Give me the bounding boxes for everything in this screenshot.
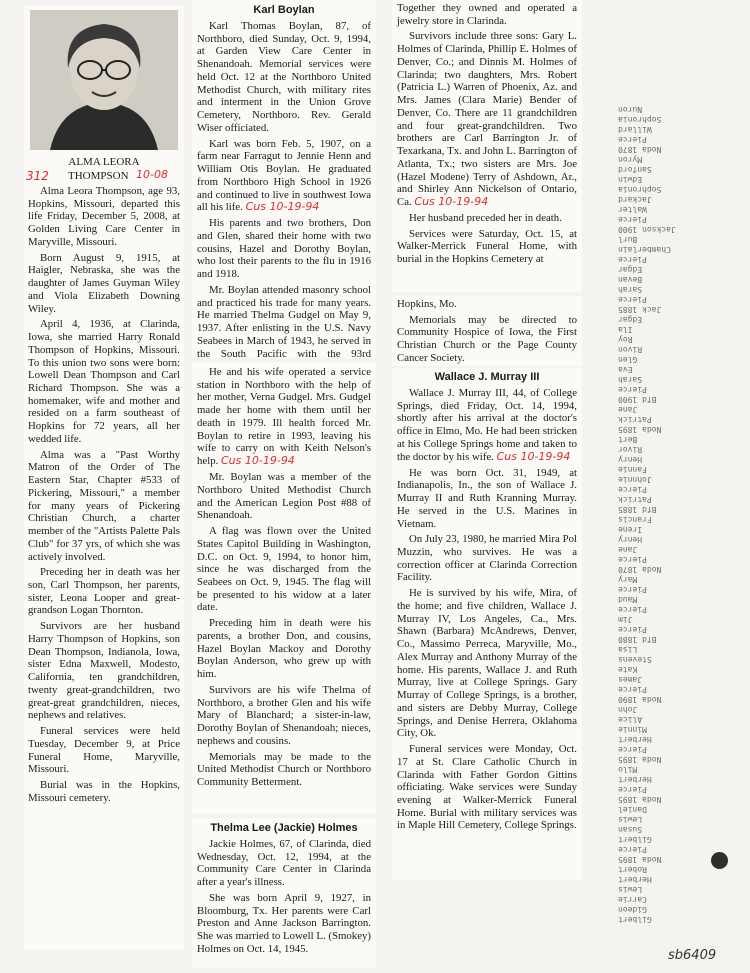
list-item: Jane xyxy=(618,405,638,414)
list-item: Edwin xyxy=(618,175,643,184)
paragraph-text: Survivors include three sons: Gary L. Holmes of Clarinda, Phillip E. Holmes of Denver, Co.; and Dinnis M. Holmes of Clarinda; two daughters, Mrs. Robert (Patricia L.) Warren of Phoenix, Az. and Mrs. James (Clara Marie) Bender of Denver, Co. There are 11 grandchildren and four great-grandchildren. Two brothers are Carl Barrington Jr. of Texarkana, Tx. and John L. Barrington of Atlanta, Tx.; two sisters are Mrs. Joe (Hazel Modene) Terry of Ashdown, Ar., and Shirley Ann Nickelson of Ontario, Ca. xyxy=(397,30,577,209)
list-item: Pierce xyxy=(618,385,647,394)
list-item: Bevan xyxy=(618,275,643,284)
list-item: Alice xyxy=(618,715,643,724)
list-item: Myron xyxy=(618,155,643,164)
list-item: Rivon xyxy=(618,345,643,354)
paragraph: Alma was a "Past Worthy Matron of the Order of The Eastern Star, Chapter #533 of Pickering, Missouri," a member for many years of Pickering Christian Church, a charter member of the "Artists Palette Pals Club" for 37 yrs, of which she was actively involved. xyxy=(28,448,180,563)
list-item: Mary xyxy=(618,575,638,584)
list-item: Herbert xyxy=(618,875,652,884)
list-item: Pierce xyxy=(618,135,647,144)
paragraph: Mr. Boylan attended masonry school and practiced his trade for many years. He married Thelma Gudgel on May 9, 1937. After enlisting in the U.S. Navy Seabees in March of 1943, he served in the South Pacific with the 93rd xyxy=(197,283,371,358)
annotation-date: 10-08 xyxy=(136,167,168,181)
list-item: Pierce xyxy=(618,485,647,494)
list-item: Daniel xyxy=(618,805,647,814)
list-item: Noda 1895 xyxy=(618,425,662,434)
paragraph-text: He and his wife operated a service station in Northboro with the help of her mother, Verna Gudgel. Mrs. Gudgel made her home with them until her death in 1979. Ill health forced Mr. Boylan to retire in 1993, leaving his wife to carry on with Keith Nelson's help. xyxy=(197,366,371,468)
clipping-thelma-holmes xyxy=(192,818,376,968)
list-item: Eva xyxy=(618,365,633,374)
list-item: Milo xyxy=(618,765,638,774)
paragraph: Survivors are her husband Harry Thompson of Hopkins, son Dean Thompson, Indianola, Iowa, sister Edna Maxwell, Modesto, California, ten grandchildren, twenty great-grandchildren, two great-great grandchildren, nieces, nephews and relatives. xyxy=(28,620,180,722)
list-item: Burl xyxy=(618,235,638,244)
list-item: Susan xyxy=(618,825,643,834)
paragraph: He is survived by his wife, Mira, of the home; and five children, Wallace J. Murray IV, Los Angeles, Ca., Mrs. Shawn (Barbara) McAndrews, Denver, Co., Massimo Perreca, Maryville, Mo., Alex Murray and Anthony Murray of the home. His parents, Wallace J. and Ruth Murray, live at College Springs. Gary Murray of College Springs, is a brother, and sisters are Debby Murray, College Springs, and Denise Herrera, Oklahoma City, Ok. xyxy=(397,587,577,740)
list-item: Rivor xyxy=(618,445,643,454)
list-item: Pierce xyxy=(618,605,647,614)
list-item: Sophronia xyxy=(618,185,662,194)
list-item: Henry xyxy=(618,535,643,544)
portrait-image xyxy=(30,10,178,150)
clipping-wallace-murray xyxy=(392,368,582,880)
handwritten-annotation: Cus 10-19-94 xyxy=(221,454,295,468)
list-item: Maud xyxy=(618,595,638,604)
paragraph xyxy=(197,138,371,215)
list-item: Noda 1895 xyxy=(618,795,662,804)
list-item: Pierce xyxy=(618,685,647,694)
annotation-number: 312 xyxy=(26,168,49,183)
list-item: Bfd 1900 xyxy=(618,395,657,404)
paragraph: Funeral services were Monday, Oct. 17 at St. Clare Catholic Church in Clarinda with Father Gordon Gittins officiating. Wake services were Sunday evening at Walker-Merrick Funeral Home. Burial with military services was in Maple Hill Cemetery, College Springs. xyxy=(397,743,577,832)
paragraph: She was born April 9, 1927, in Bloomburg, Tx. Her parents were Carl Preston and Anne Jackson Barrington. She was married to Lowell L. (Smokey) Holmes on Oct. 14, 1945. xyxy=(197,891,371,955)
list-item: Chamberlain xyxy=(618,245,671,254)
list-item: Gilbert xyxy=(618,835,652,844)
paragraph: Burial was in the Hopkins, Missouri cemetery. xyxy=(28,779,180,804)
list-item: Sophronia xyxy=(618,115,662,124)
clipping-holmes-memorials xyxy=(392,296,582,366)
handwritten-annotation: Cus 10-19-94 xyxy=(245,200,320,214)
list-item: Pierce xyxy=(618,745,647,754)
paragraph: April 4, 1936, at Clarinda, Iowa, she married Harry Ronald Thompson of Hopkins, Missouri. To this union two sons were born: Lowell Dean Thompson and Carl Richard Thompson. She was a homemaker, wife and mother and resided on a farm southeast of Hopkins for 72 years, all her wedded life. xyxy=(28,318,180,445)
list-item: James xyxy=(618,675,643,684)
list-item: Roy xyxy=(618,335,633,344)
handwritten-annotation: Cus 10-19-94 xyxy=(496,449,571,463)
handwritten-annotation: Cus 10-19-94 xyxy=(414,195,489,209)
bleed-through-list xyxy=(618,104,678,954)
list-item: Glen xyxy=(618,355,638,364)
paragraph: Her husband preceded her in death. xyxy=(409,211,562,224)
obituary-heading: Thelma Lee (Jackie) Holmes xyxy=(210,822,358,834)
list-item: Kate xyxy=(618,665,638,674)
list-item: John xyxy=(618,705,638,714)
list-item: Edgar xyxy=(618,265,643,274)
paragraph: His parents and two brothers, Don and Glen, shared their home with two cousins, Hazel and Dorothy Boylan, who lost their parents to the flu in 1916 and 1918. xyxy=(197,217,371,281)
list-item: Bfd 1885 xyxy=(618,505,657,514)
list-item: Lisa xyxy=(618,645,638,654)
list-item: Willard xyxy=(618,125,652,134)
list-item: Jackard xyxy=(618,195,652,204)
obituary-body xyxy=(28,185,180,805)
list-item: Francis xyxy=(618,515,652,524)
list-item: Jane xyxy=(618,545,638,554)
list-item: Edgar xyxy=(618,315,643,324)
paragraph: Karl Thomas Boylan, 87, of Northboro, died Sunday, Oct. 9, 1994, at Garden View Care Center in Shenandoah. Memorial services were held Oct. 12 at the Northboro United Methodist Church, with military rites and interment in the Union Grove Cemetery, Northboro. Rev. Gerald Wiser officiated. xyxy=(197,19,371,134)
list-item: Gilbert xyxy=(618,915,652,924)
list-item: Pierce xyxy=(618,845,647,854)
list-item: Sarah xyxy=(618,375,643,384)
paragraph: Survivors are his wife Thelma of Northboro, a brother Glen and his wife Mary of Blanchard; a sister-in-law, Dorothy Boylan of Shenandoah; nieces, nephews and cousins. xyxy=(197,683,371,747)
paragraph: He was born Oct. 31, 1949, at Indianapolis, In., the son of Wallace J. Murray II and Ruth Kranning Murray. He served in the U.S. Marines in Vietnam. xyxy=(397,466,577,530)
list-item: Robert xyxy=(618,865,647,874)
list-item: Noda 1870 xyxy=(618,145,662,154)
list-item: Nuron xyxy=(618,105,643,114)
list-item: Jim xyxy=(618,615,633,624)
paragraph xyxy=(397,30,577,209)
list-item: Sanford xyxy=(618,165,652,174)
list-item: Pierce xyxy=(618,625,647,634)
paragraph: Together they owned and operated a jewelry store in Clarinda. xyxy=(397,2,577,27)
clipping-karl-boylan xyxy=(192,0,376,358)
paragraph: Funeral services were held Tuesday, December 9, at Price Funeral Home, Maryville, Missouri. xyxy=(28,725,180,776)
list-item: Noda 1895 xyxy=(618,755,662,764)
list-item: Gideon xyxy=(618,905,647,914)
list-item: Herbert xyxy=(618,735,652,744)
paragraph: Mr. Boylan was a member of the Northboro United Methodist Church and the American Legion Post #88 of Shenandoah. xyxy=(197,471,371,522)
caption-name: ALMA LEORA xyxy=(68,156,140,168)
list-item: Pierce xyxy=(618,785,647,794)
clipping-holmes-continued xyxy=(392,0,582,292)
list-item: Noda 1895 xyxy=(618,855,662,864)
paragraph: Jackie Holmes, 67, of Clarinda, died Wednesday, Oct. 12, 1994, at the Community Care Center in Clarinda after a year's illness. xyxy=(197,837,371,889)
paragraph: Born August 9, 1915, at Haigler, Nebraska, she was the daughter of James Guyman Wiley and Viola Elizabeth Downing Wiley. xyxy=(28,251,180,315)
list-item: Bfd 1880 xyxy=(618,635,657,644)
list-item: Henry xyxy=(618,455,643,464)
list-item: Carrie xyxy=(618,895,647,904)
paragraph: Alma Leora Thompson, age 93, Hopkins, Missouri, departed this life Friday, December 5, 2008, at Golden Living Care Center in Maryville, Missouri. xyxy=(28,184,180,248)
paragraph-text: Karl was born Feb. 5, 1907, on a farm near Farragut to Jennie Henn and William Otis Boylan. He graduated from Northboro High School in 1926 and continued to live in southwest Iowa all his life. xyxy=(197,137,371,214)
list-item: Patrick xyxy=(618,415,652,424)
list-item: Sarah xyxy=(618,285,643,294)
list-item: Jack 1885 xyxy=(618,305,662,314)
portrait-photo xyxy=(30,10,178,150)
list-item: Ila xyxy=(618,325,633,334)
list-item: Pierce xyxy=(618,585,647,594)
list-item: Pierce xyxy=(618,555,647,564)
list-item: Jackson 1900 xyxy=(618,225,676,234)
list-item: Walter xyxy=(618,205,647,214)
list-item: Noda 1870 xyxy=(618,565,662,574)
paragraph: Hopkins, Mo. xyxy=(397,298,457,310)
paragraph: On July 23, 1980, he married Mira Pol Muzzin, who survives. He was a correction officer at Clarinda Correction Facility. xyxy=(397,533,577,584)
list-item: Lewis xyxy=(618,815,643,824)
list-item: Bert xyxy=(618,435,638,444)
paragraph-text: Wallace J. Murray III, 44, of College Springs, died Friday, Oct. 14, 1994, shortly after his arrival at the doctor's office in Elmo, Mo. He had been stricken at his College Springs home and taken to the doctor by his wife. xyxy=(397,386,577,463)
catalog-number: sb6409 xyxy=(668,948,717,963)
obituary-heading: Wallace J. Murray III xyxy=(434,371,540,383)
paragraph xyxy=(197,366,371,468)
list-item: Pierce xyxy=(618,215,647,224)
list-item: Herbert xyxy=(618,775,652,784)
paragraph: A flag was flown over the United States Capitol Building in Washington, D.C. on Oct. 9, 1994, to honor him, since he was discharged from the Seabees on Oct. 9, 1945. The flag will be presented to his widow at a later date. xyxy=(197,525,371,614)
paragraph xyxy=(397,387,577,464)
paragraph: Services were Saturday, Oct. 15, at Walker-Merrick Funeral Home, with burial in the Hopkins Cemetery at xyxy=(397,227,577,266)
list-item: Johnnie xyxy=(618,475,652,484)
caption-surname: THOMPSON xyxy=(68,169,129,182)
punch-hole xyxy=(711,852,728,869)
list-item: Pierce xyxy=(618,255,647,264)
paragraph: Preceding her in death was her son, Carl Thompson, her parents, sister, Leona Looper and great-grandson Logan Thornton. xyxy=(28,566,180,617)
clipping-alma-thompson xyxy=(24,6,184,950)
list-item: Noda 1890 xyxy=(618,695,662,704)
paragraph: Memorials may be made to the United Methodist Church or Northboro Community Betterment. xyxy=(197,750,371,788)
paragraph: Memorials may be directed to Community Hospice of Iowa, the First Christian Church or the Page County Cancer Society. xyxy=(397,313,577,364)
obituary-heading: Karl Boylan xyxy=(253,4,315,16)
list-item: Pierce xyxy=(618,295,647,304)
list-item: Patrick xyxy=(618,495,652,504)
list-item: Minnie xyxy=(618,725,647,734)
paragraph: Preceding him in death were his parents, a brother Don, and cousins, Hazel Boylan Mackoy and Dorothy Boylan Anderson, who grew up with him. xyxy=(197,617,371,681)
list-item: Fannie xyxy=(618,465,647,474)
list-item: Irene xyxy=(618,525,643,534)
list-item: Lewis xyxy=(618,885,643,894)
list-item: Stevens xyxy=(618,655,652,664)
clipping-karl-boylan-continued xyxy=(192,362,376,814)
